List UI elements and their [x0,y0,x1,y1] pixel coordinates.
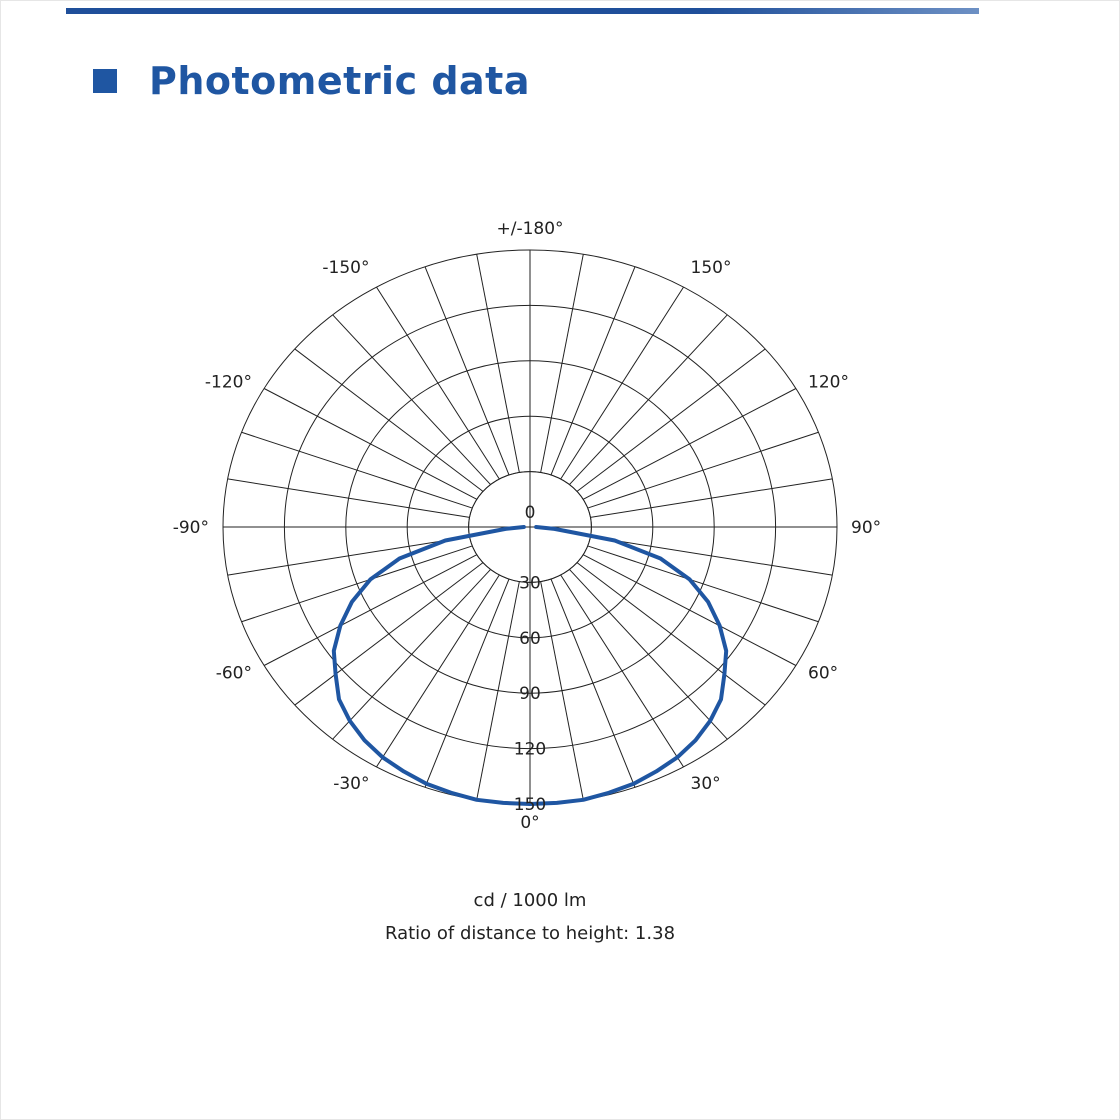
angle-label: -120° [204,372,252,393]
angle-label: 150° [690,258,732,278]
angle-label: -90° [172,518,209,538]
angle-label: -30° [333,774,370,794]
angle-label: 120° [808,372,849,393]
radial-tick-label: 120 [513,739,547,760]
polar-grid [223,250,837,804]
ratio-label: Ratio of distance to height: 1.38 [384,923,676,944]
radial-tick-label: 30 [519,573,541,594]
angle-label: 90° [851,518,882,538]
angle-label: -150° [322,258,370,278]
radial-tick-label: 90 [519,684,541,705]
radial-tick-label: 150 [513,795,547,815]
angle-label: +/-180° [496,219,564,239]
radial-tick-label: 60 [519,628,541,649]
radial-tick-label: 0 [524,503,536,523]
angle-label: 0° [520,813,540,833]
page-title: Photometric data [149,59,530,103]
angle-label: -60° [215,663,252,684]
angle-label: 60° [808,663,839,684]
unit-label: cd / 1000 lm [473,890,587,911]
angle-label: 30° [690,774,721,794]
